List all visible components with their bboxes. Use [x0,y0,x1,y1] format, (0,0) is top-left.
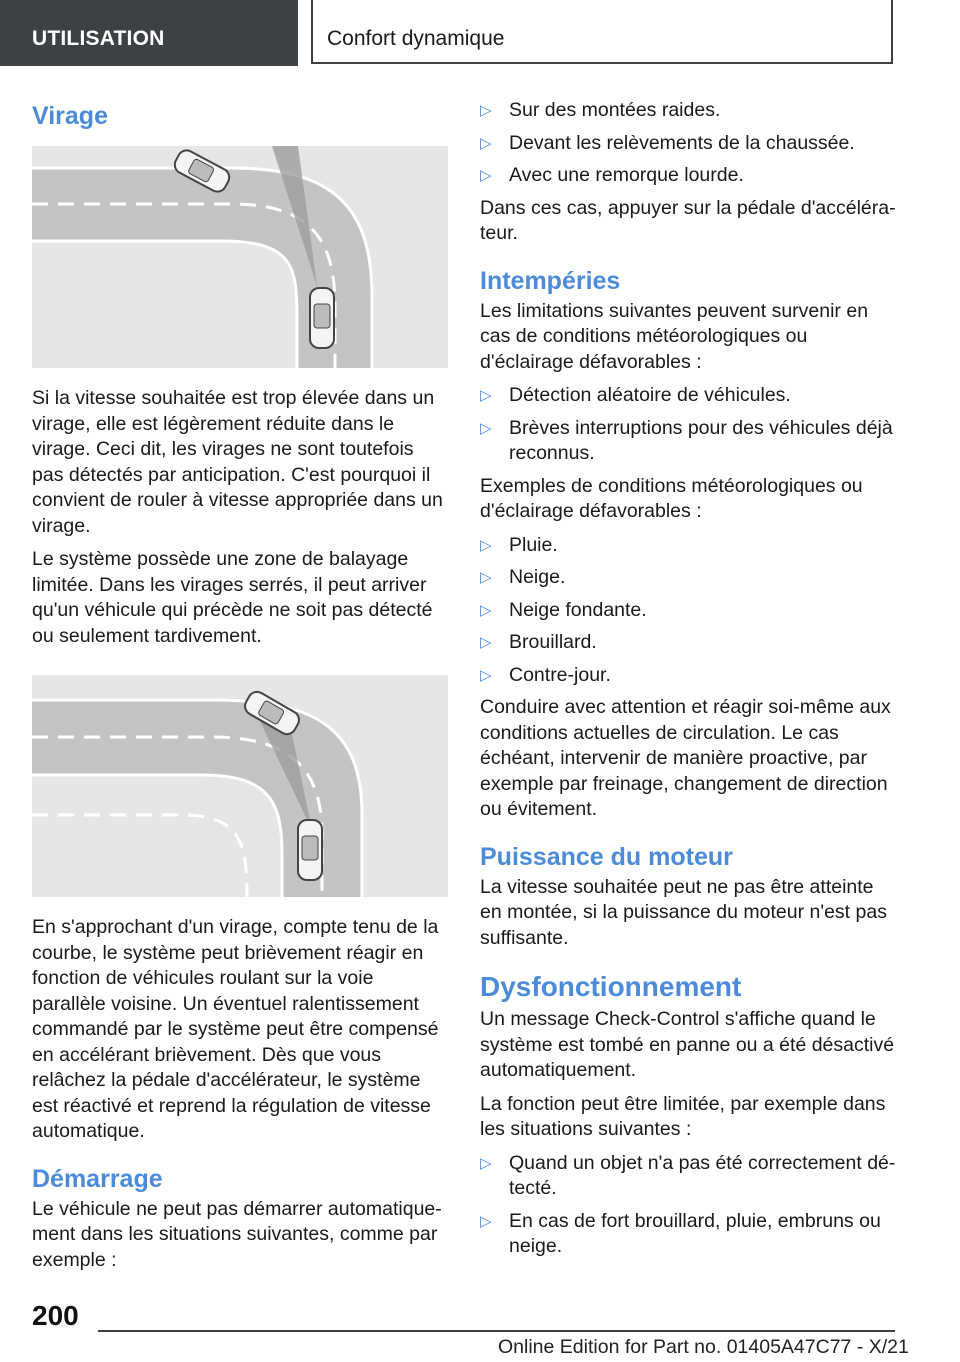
paragraph-virage-1: Si la vitesse souhaitée est trop élevée dans un virage, elle est légèrement réduite dans le virage. Ceci dit, les virages ne sont toutefois pas détectés par anticipation. C'est pourquoi il convient de rouler à vitesse appropriée dans un virage. [32,387,443,537]
list-demarrage-situations [480,98,896,189]
list-limitations [480,383,896,467]
list-item: ▷ Neige fondante. [480,598,647,621]
triangle-right-outline-icon: ▷ [480,536,492,554]
triangle-right-outline-icon: ▷ [480,666,492,684]
list-item: ▷ Brouillard. [480,631,597,653]
paragraph-intemperies-2: Exemples de conditions météorologiques ou d'éclairage défavorables : [480,474,863,522]
list-item: ▷ Quand un objet n'a pas été correctement détecté. [480,1151,896,1199]
triangle-right-outline-icon: ▷ [480,387,492,404]
list-item: ▷ Pluie. [480,533,558,556]
page-number: 200 [32,1300,79,1331]
paragraph-intemperies-1: Les limitations suivantes peuvent survenir en cas de conditions météorologiques ou d'éclairage défavorables : [480,299,869,373]
list-item: ▷ Avec une remorque lourde. [480,164,744,186]
left-column [32,98,448,1281]
section-label: UTILISATION [32,27,165,50]
triangle-right-outline-icon: ▷ [480,167,492,184]
heading-demarrage: Démarrage [32,1164,163,1193]
list-dysf-situations [480,1151,896,1260]
triangle-right-outline-icon: ▷ [480,419,492,437]
paragraph-dysf-1: Un message Check-Control s'affiche quand le système est tombé en panne ou a été désactivé automatiquement. [480,1008,895,1081]
chapter-tab [311,0,893,64]
paragraph-demarrage: Le véhicule ne peut pas démarrer automatiquement dans les situations suivantes, comme par exemple : [32,1197,442,1271]
triangle-right-outline-icon: ▷ [480,1154,492,1172]
list-item: ▷ Neige. [480,566,566,588]
heading-virage: Virage [32,102,108,130]
list-item: ▷ En cas de fort brouillard, pluie, embruns ou neige. [480,1209,881,1257]
list-item: ▷ Sur des montées raides. [480,99,721,121]
heading-puissance: Puissance du moteur [480,842,733,871]
paragraph-virage-3: En s'approchant d'un virage, compte tenu de la courbe, le système peut brièvement réagir en fonction de véhicules roulant sur la voie parallèle voisine. Un éventuel ralentissement commandé par le système peut être compensé en accélérant brièvement. Dès que vous relâchez la pédale d'accélérateur, le système est réactivé et reprend la régulation de vitesse automatique. [32,916,439,1142]
triangle-right-outline-icon: ▷ [480,569,492,586]
page-footer [0,1300,960,1362]
triangle-right-outline-icon: ▷ [480,601,492,619]
curve-illustration-2 [32,675,448,897]
curve-illustration-1 [32,146,448,368]
heading-intemperies: Intempéries [480,266,621,295]
right-column [480,98,896,1267]
list-weather [480,533,896,689]
paragraph-intemperies-3: Conduire avec attention et réagir soi-même aux conditions actuelles de circulation. Le cas échéant, intervenir de manière proactive, par exemple par freinage, changement de direction ou évitement. [480,696,891,820]
list-item: ▷ Détection aléatoire de véhicules. [480,384,791,406]
chapter-label: Confort dynamique [327,27,505,50]
paragraph-puissance: La vitesse souhaitée peut ne pas être atteinte en montée, si la puissance du moteur n'est pas suffisante. [480,875,887,949]
list-item: ▷ Contre-jour. [480,663,611,686]
triangle-right-outline-icon: ▷ [480,134,492,152]
paragraph-dysf-2: La fonction peut être limitée, par exemple dans les situations suivantes : [480,1092,886,1140]
footer-divider [98,1330,895,1332]
triangle-right-outline-icon: ▷ [480,102,492,119]
triangle-right-outline-icon: ▷ [480,1212,492,1230]
paragraph-virage-2: Le système possède une zone de balayage limitée. Dans les virages serrés, il peut arriver qu'un véhicule qui précède ne soit pas détecté ou seulement tardivement. [32,548,433,647]
page-header [0,0,960,66]
list-item: ▷ Devant les relèvements de la chaussée. [480,131,855,154]
section-tab [0,0,298,66]
paragraph-accelerator: Dans ces cas, appuyer sur la pédale d'accélérateur. [480,196,896,244]
edition-label: Online Edition for Part no. 01405A47C77 - X/21 [498,1336,909,1358]
heading-dysfonctionnement: Dysfonctionnement [480,971,742,1002]
triangle-right-outline-icon: ▷ [480,634,492,651]
list-item: ▷ Brèves interruptions pour des véhicules déjà reconnus. [480,416,893,464]
